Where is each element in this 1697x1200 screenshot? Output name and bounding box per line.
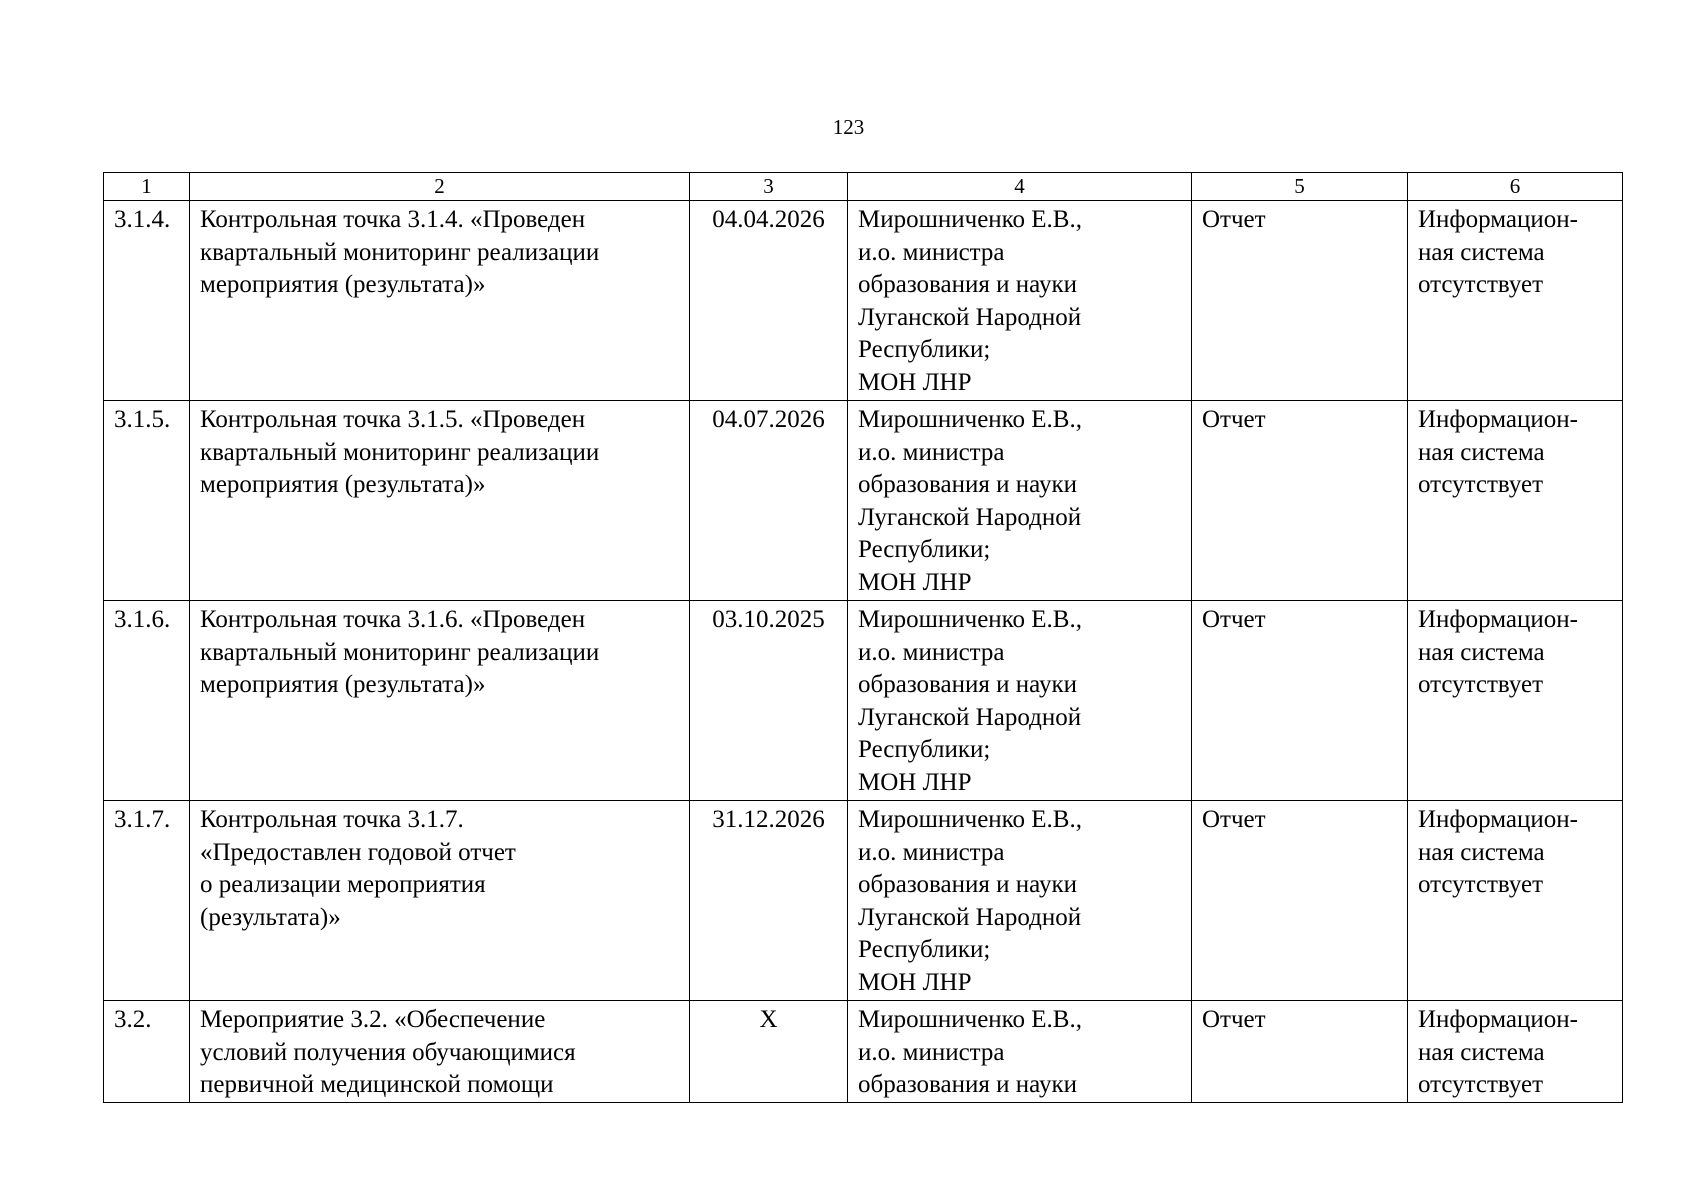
event-name-cell — [190, 601, 690, 801]
deadline-cell: 03.10.2025 — [690, 601, 848, 801]
responsible-cell — [848, 201, 1192, 401]
text-line: МОН ЛНР — [858, 968, 972, 996]
text-line: Информацион- — [1418, 406, 1578, 433]
text-line: МОН ЛНР — [858, 568, 972, 596]
column-header-4: 4 — [848, 173, 1192, 201]
text-line: Мирошниченко Е.В., — [858, 406, 1082, 433]
row-number-cell: 3.1.6. — [104, 601, 190, 801]
text-line: МОН ЛНР — [858, 768, 972, 796]
deadline-cell: 04.07.2026 — [690, 401, 848, 601]
control-points-table — [103, 172, 1623, 1103]
text-line: Контрольная точка 3.1.7. — [200, 806, 464, 833]
text-line: о реализации мероприятия — [200, 871, 486, 899]
text-line: Информацион- — [1418, 1006, 1578, 1033]
info-system-cell — [1408, 201, 1623, 401]
text-line: отсутствует — [1418, 1071, 1544, 1099]
text-line: «Предоставлен годовой отчет — [200, 838, 516, 866]
text-line: отсутствует — [1418, 671, 1544, 699]
text-line: первичной медицинской помощи — [200, 1071, 554, 1099]
text-line: Мероприятие 3.2. «Обеспечение — [200, 1006, 546, 1033]
event-name-cell — [190, 1001, 690, 1103]
event-name-cell — [190, 801, 690, 1001]
text-line: ная система — [1418, 438, 1545, 466]
row-number-cell: 3.1.4. — [104, 201, 190, 401]
responsible-cell — [848, 401, 1192, 601]
deadline-cell: Х — [690, 1001, 848, 1103]
column-header-3: 3 — [690, 173, 848, 201]
document-type-cell: Отчет — [1192, 201, 1408, 401]
text-line: и.о. министра — [858, 238, 1005, 266]
text-line: квартальный мониторинг реализации — [200, 238, 600, 266]
text-line: образования и науки — [858, 671, 1077, 699]
text-line: ная система — [1418, 838, 1545, 866]
text-line: Мирошниченко Е.В., — [858, 606, 1082, 633]
row-number-cell: 3.2. — [104, 1001, 190, 1103]
text-line: Информацион- — [1418, 206, 1578, 233]
text-line: Контрольная точка 3.1.6. «Проведен — [200, 606, 586, 633]
text-line: отсутствует — [1418, 271, 1544, 299]
text-line: Мирошниченко Е.В., — [858, 806, 1082, 833]
table-row — [104, 1001, 1623, 1103]
text-line: (результата)» — [200, 903, 341, 931]
text-line: образования и науки — [858, 871, 1077, 899]
text-line: образования и науки — [858, 271, 1077, 299]
text-line: Луганской Народной — [858, 903, 1082, 931]
text-line: ная система — [1418, 638, 1545, 666]
event-name-cell — [190, 201, 690, 401]
text-line: Республики; — [858, 336, 991, 364]
page-number: 123 — [832, 115, 865, 139]
table-row — [104, 801, 1623, 1001]
row-number-cell: 3.1.5. — [104, 401, 190, 601]
responsible-cell — [848, 601, 1192, 801]
text-line: Республики; — [858, 536, 991, 564]
deadline-cell: 31.12.2026 — [690, 801, 848, 1001]
text-line: квартальный мониторинг реализации — [200, 638, 600, 666]
event-name-cell — [190, 401, 690, 601]
text-line: Мирошниченко Е.В., — [858, 1006, 1082, 1033]
document-type-cell: Отчет — [1192, 1001, 1408, 1103]
deadline-cell: 04.04.2026 — [690, 201, 848, 401]
column-header-5: 5 — [1192, 173, 1408, 201]
text-line: Мирошниченко Е.В., — [858, 206, 1082, 233]
responsible-cell — [848, 801, 1192, 1001]
table-row — [104, 401, 1623, 601]
text-line: Луганской Народной — [858, 703, 1082, 731]
table-row — [104, 201, 1623, 401]
text-line: Луганской Народной — [858, 503, 1082, 531]
table-row — [104, 601, 1623, 801]
text-line: Информацион- — [1418, 806, 1578, 833]
column-header-1: 1 — [104, 173, 190, 201]
text-line: ная система — [1418, 238, 1545, 266]
text-line: квартальный мониторинг реализации — [200, 438, 600, 466]
info-system-cell — [1408, 1001, 1623, 1103]
text-line: отсутствует — [1418, 871, 1544, 899]
text-line: образования и науки — [858, 1071, 1077, 1099]
text-line: МОН ЛНР — [858, 368, 972, 396]
text-line: Информацион- — [1418, 606, 1578, 633]
text-line: и.о. министра — [858, 438, 1005, 466]
text-line: Республики; — [858, 936, 991, 964]
text-line: и.о. министра — [858, 638, 1005, 666]
text-line: мероприятия (результата)» — [200, 271, 486, 299]
text-line: условий получения обучающимися — [200, 1038, 576, 1066]
text-line: отсутствует — [1418, 471, 1544, 499]
text-line: и.о. министра — [858, 838, 1005, 866]
document-type-cell: Отчет — [1192, 401, 1408, 601]
document-type-cell: Отчет — [1192, 801, 1408, 1001]
text-line: мероприятия (результата)» — [200, 471, 486, 499]
text-line: мероприятия (результата)» — [200, 671, 486, 699]
text-line: Контрольная точка 3.1.4. «Проведен — [200, 206, 586, 233]
text-line: Республики; — [858, 736, 991, 764]
table-header-row — [104, 173, 1623, 201]
text-line: и.о. министра — [858, 1038, 1005, 1066]
info-system-cell — [1408, 401, 1623, 601]
responsible-cell — [848, 1001, 1192, 1103]
column-header-6: 6 — [1408, 173, 1623, 201]
info-system-cell — [1408, 801, 1623, 1001]
text-line: Контрольная точка 3.1.5. «Проведен — [200, 406, 586, 433]
text-line: образования и науки — [858, 471, 1077, 499]
text-line: Луганской Народной — [858, 303, 1082, 331]
row-number-cell: 3.1.7. — [104, 801, 190, 1001]
text-line: ная система — [1418, 1038, 1545, 1066]
info-system-cell — [1408, 601, 1623, 801]
column-header-2: 2 — [190, 173, 690, 201]
document-type-cell: Отчет — [1192, 601, 1408, 801]
